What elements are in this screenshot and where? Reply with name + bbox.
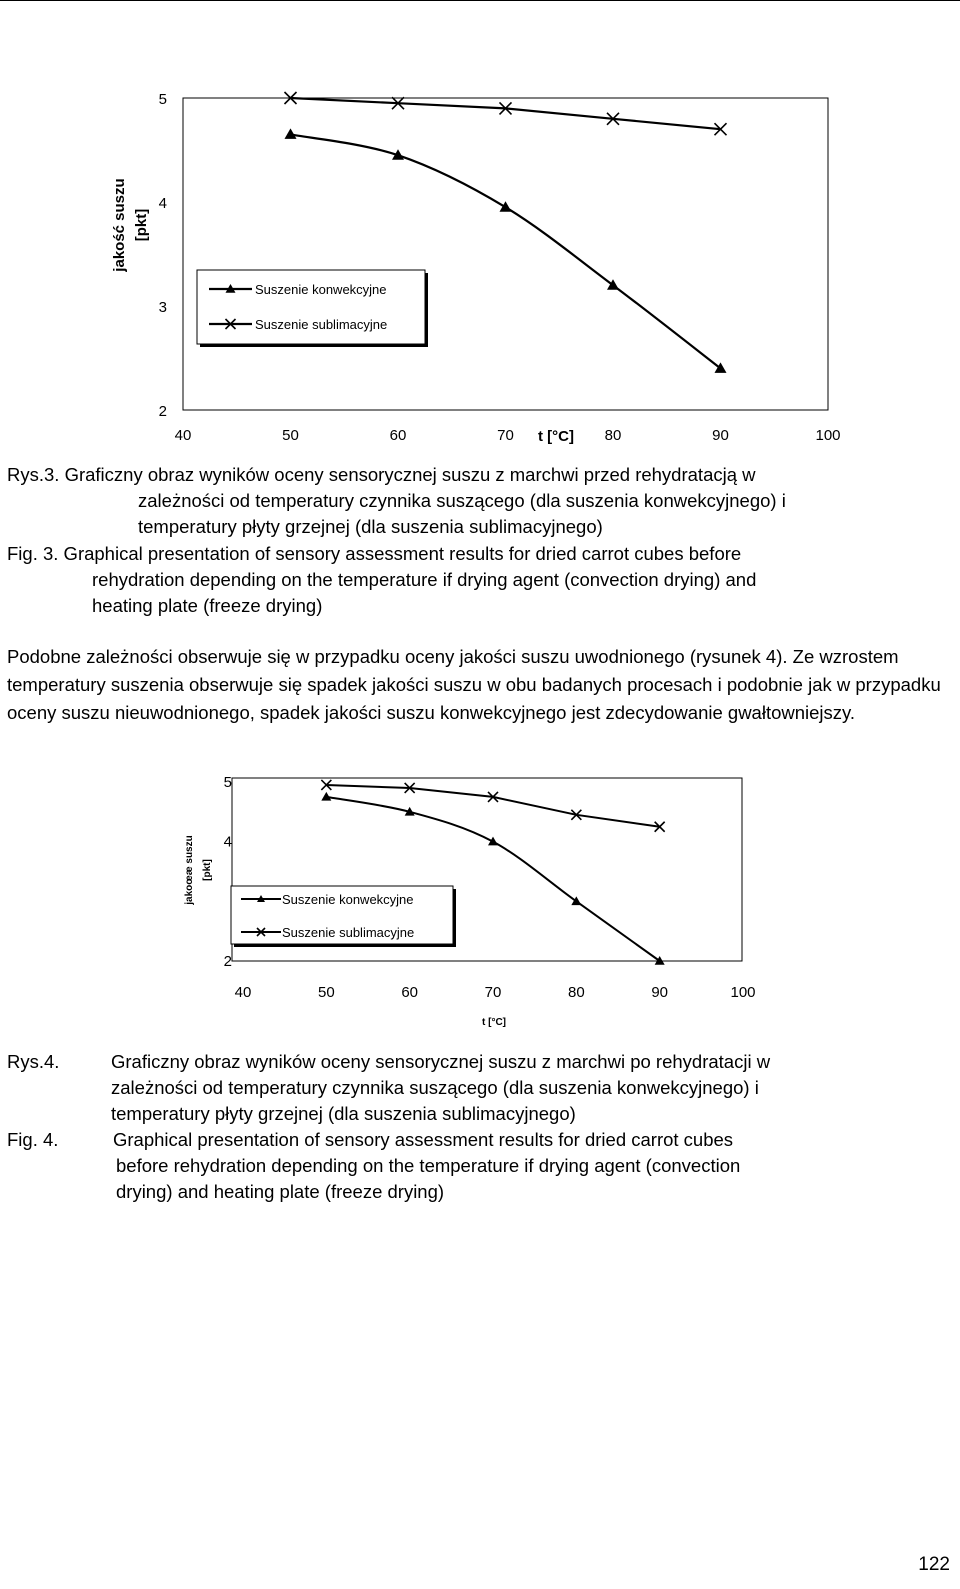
chart2-y-tick-label-0: 2 xyxy=(223,953,232,970)
chart1-y-axis-label-line2: [pkt] xyxy=(133,208,150,242)
chart1-x-axis-label: t [°C] xyxy=(538,428,574,445)
chart1-x-tick-label-3: 70 xyxy=(497,427,514,444)
chart1-x-tick-label-5: 90 xyxy=(712,427,729,444)
fig3-caption-en-line2: rehydration depending on the temperature if drying agent (convection drying) and xyxy=(92,569,757,590)
chart1-y-tick-label-1: 3 xyxy=(158,299,167,316)
chart2-y-axis-label-line2: [pkt] xyxy=(202,859,213,881)
chart2-y-axis-label-line1: jakoœæ suszu xyxy=(184,835,195,905)
chart2-series-0-point-2 xyxy=(488,837,498,846)
chart2-x-tick-label-0: 40 xyxy=(234,984,252,1001)
fig4-caption-pl-line2: zależności od temperatury czynnika suszącego (dla suszenia konwekcyjnego) i xyxy=(111,1077,759,1098)
chart2-y-tick-label-2: 5 xyxy=(223,774,232,791)
chart1-x-tick-label-0: 40 xyxy=(174,427,192,444)
chart2-legend-label-1: Suszenie sublimacyjne xyxy=(282,925,415,940)
fig4-caption-en-line1: Graphical presentation of sensory assessment results for dried carrot cubes xyxy=(113,1129,734,1150)
chart2-x-tick-label-5: 90 xyxy=(651,984,669,1001)
chart1-y-tick-label-0: 2 xyxy=(158,403,167,420)
chart1-plot-frame xyxy=(183,98,828,410)
fig4-caption-pl-line1: Graficzny obraz wyników oceny sensorycznej suszu z marchwi po rehydratacji w xyxy=(111,1051,771,1072)
chart1-series-1-line xyxy=(291,98,721,129)
fig4-caption-pl-label: Rys.4. xyxy=(7,1051,60,1072)
chart1-y-tick-label-3: 5 xyxy=(158,91,167,108)
fig4-caption-en-line3: drying) and heating plate (freeze drying) xyxy=(116,1181,445,1202)
chart1-series-0-point-2 xyxy=(500,201,512,212)
chart1-x-tick-label-6: 100 xyxy=(815,427,841,444)
chart1-legend-label-1: Suszenie sublimacyjne xyxy=(255,317,388,332)
body-paragraph: Podobne zależności obserwuje się w przypadku oceny jakości suszu uwodnionego (rysunek 4). Ze wzrostem temperatury suszenia obserwuje się spadek jakości suszu w obu badanych procesach i podobnie jak w przypadku oceny suszu nieuwodnionego, spadek jakości suszu konwekcyjnego jest zdecydowanie gwałtowniejszy. xyxy=(7,646,941,723)
fig4-caption-en-line2: before rehydration depending on the temperature if drying agent (convection xyxy=(116,1155,741,1176)
fig4-caption-en-label: Fig. 4. xyxy=(7,1129,59,1150)
chart1-y-axis-label-line1: jakość suszu xyxy=(111,178,128,272)
chart2-series-1-line xyxy=(326,785,659,827)
chart2-x-tick-label-2: 60 xyxy=(401,984,419,1001)
fig3-caption-pl-line1: Rys.3. Graficzny obraz wyników oceny sensorycznej suszu z marchwi przed rehydratacją w xyxy=(7,464,756,485)
chart1-legend-label-0: Suszenie konwekcyjne xyxy=(255,282,387,297)
chart1-y-tick-label-2: 4 xyxy=(158,195,167,212)
chart1-series-0-point-0 xyxy=(285,128,297,139)
chart2-x-tick-label-4: 80 xyxy=(567,984,585,1001)
chart1-x-tick-label-1: 50 xyxy=(282,427,299,444)
fig3-caption-pl-line3: temperatury płyty grzejnej (dla suszenia sublimacyjnego) xyxy=(138,516,603,537)
chart2-y-tick-label-1: 4 xyxy=(223,833,232,851)
fig3-caption-en-line3: heating plate (freeze drying) xyxy=(92,595,323,616)
page-number: 122 xyxy=(918,1554,950,1575)
fig3-caption-en-line1: Fig. 3. Graphical presentation of sensory assessment results for dried carrot cubes before xyxy=(7,543,742,564)
chart1-x-tick-label-2: 60 xyxy=(389,427,407,444)
chart2-x-axis-label: t [°C] xyxy=(482,1017,506,1028)
chart1-x-tick-label-4: 80 xyxy=(604,427,622,444)
chart2-x-tick-label-3: 70 xyxy=(484,984,502,1001)
chart2-x-tick-label-1: 50 xyxy=(317,984,335,1001)
chart2-series-0-point-0 xyxy=(321,792,331,801)
chart2-x-tick-label-6: 100 xyxy=(730,984,756,1001)
chart-fig3 xyxy=(0,0,960,460)
chart2-legend-label-0: Suszenie konwekcyjne xyxy=(282,892,414,907)
fig4-caption-pl-line3: temperatury płyty grzejnej (dla suszenia sublimacyjnego) xyxy=(111,1103,576,1124)
fig3-caption-pl-line2: zależności od temperatury czynnika suszącego (dla suszenia konwekcyjnego) i xyxy=(138,490,786,511)
chart-fig4 xyxy=(0,760,960,1060)
